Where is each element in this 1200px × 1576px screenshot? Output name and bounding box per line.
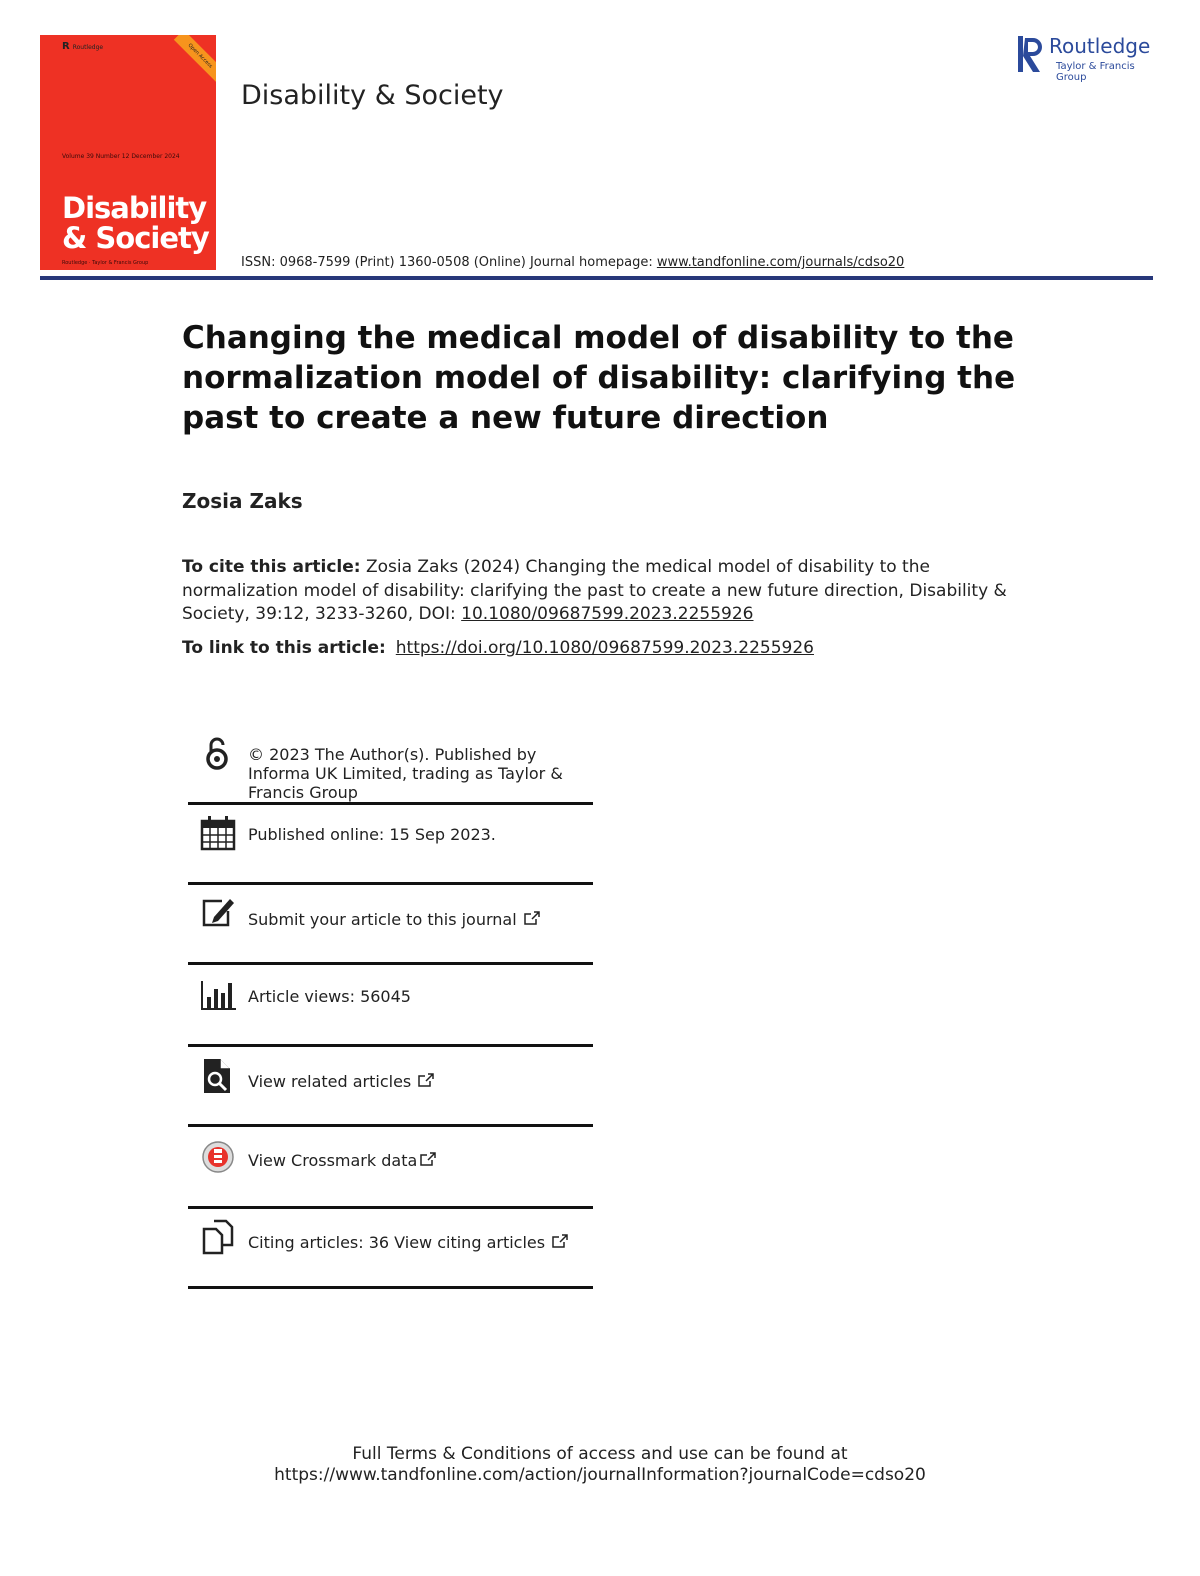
open-access-icon: [200, 735, 236, 771]
cite-label: To cite this article:: [182, 557, 361, 577]
cite-journal: Disability & Society: [182, 580, 1007, 624]
journal-title: Disability & Society: [241, 80, 504, 111]
info-text: Citing articles: 36 View citing articles: [248, 1233, 569, 1252]
header-rule: [40, 276, 1153, 280]
info-item-published: [188, 815, 593, 887]
info-item-citing[interactable]: [188, 1219, 593, 1291]
doi-label: DOI:: [418, 604, 462, 624]
info-text: View related articles: [248, 1072, 435, 1091]
logo-name: Routledge: [1049, 34, 1151, 58]
article-link-line: [182, 638, 814, 658]
cite-text: Zosia Zaks (2024) Changing the medical model of disability to the normalization model of disability: clarifying the past to create a new future direction,: [182, 557, 930, 601]
external-link-icon: [419, 1151, 437, 1167]
crossmark-icon: [200, 1139, 236, 1175]
external-link-icon: [417, 1072, 435, 1088]
cite-details: , 39:12, 3233-3260,: [244, 604, 419, 624]
routledge-r-icon: [1016, 34, 1044, 74]
info-item-related[interactable]: [188, 1057, 593, 1129]
citing-articles-icon: [200, 1219, 236, 1255]
info-item-crossmark[interactable]: [188, 1139, 593, 1211]
info-text: View Crossmark data: [248, 1151, 437, 1170]
citation-block: [182, 556, 1022, 627]
link-label: To link to this article:: [182, 638, 386, 658]
info-text: Published online: 15 Sep 2023.: [248, 825, 496, 844]
routledge-logo: [1016, 34, 1166, 83]
info-item-views: [188, 977, 593, 1047]
info-text: © 2023 The Author(s). Published by Informa UK Limited, trading as Taylor & Francis Group: [248, 745, 563, 802]
article-title: Changing the medical model of disability to the normalization model of disability: clarifying the past to create a new future direction: [182, 320, 1016, 436]
external-link-icon: [523, 910, 541, 926]
separator: [188, 1124, 593, 1127]
cover-bottom-text: Routledge · Taylor & Francis Group: [62, 260, 149, 266]
cover-title-line2: & Society: [62, 221, 209, 255]
journal-homepage-link[interactable]: www.tandfonline.com/journals/cdso20: [656, 255, 905, 270]
issn-line: [241, 255, 904, 270]
doi-link[interactable]: 10.1080/09687599.2023.2255926: [461, 604, 754, 624]
search-document-icon: [200, 1057, 236, 1093]
cover-volume-line: Volume 39 Number 12 December 2024: [62, 153, 180, 160]
external-link-icon: [551, 1233, 569, 1249]
bar-chart-icon: [200, 977, 236, 1013]
issn-text: ISSN: 0968-7599 (Print) 1360-0508 (Online) Journal homepage:: [241, 255, 657, 270]
journal-cover: [40, 35, 216, 270]
footer-line1: Full Terms & Conditions of access and use can be found at: [352, 1444, 848, 1464]
separator: [188, 1044, 593, 1047]
separator: [188, 962, 593, 965]
separator: [188, 1286, 593, 1289]
cover-publisher: R Routledge: [62, 41, 104, 52]
info-item-submit[interactable]: [188, 895, 593, 967]
edit-icon: [200, 895, 236, 931]
separator: [188, 802, 593, 805]
footer: [0, 1444, 1200, 1486]
cover-title-line1: Disability: [62, 191, 207, 225]
article-url-link[interactable]: https://doi.org/10.1080/09687599.2023.2255926: [395, 638, 814, 658]
footer-terms-link[interactable]: https://www.tandfonline.com/action/journalInformation?journalCode=cdso20: [274, 1465, 926, 1485]
cover-corner-badge: Open Access: [174, 35, 216, 82]
info-text: Article views: 56045: [248, 987, 411, 1006]
separator: [188, 882, 593, 885]
logo-subtitle: Taylor & Francis Group: [1056, 61, 1135, 83]
info-text: Submit your article to this journal: [248, 910, 541, 929]
calendar-icon: [200, 815, 236, 851]
article-author: Zosia Zaks: [182, 489, 303, 513]
info-item-open-access: [188, 735, 593, 805]
separator: [188, 1206, 593, 1209]
